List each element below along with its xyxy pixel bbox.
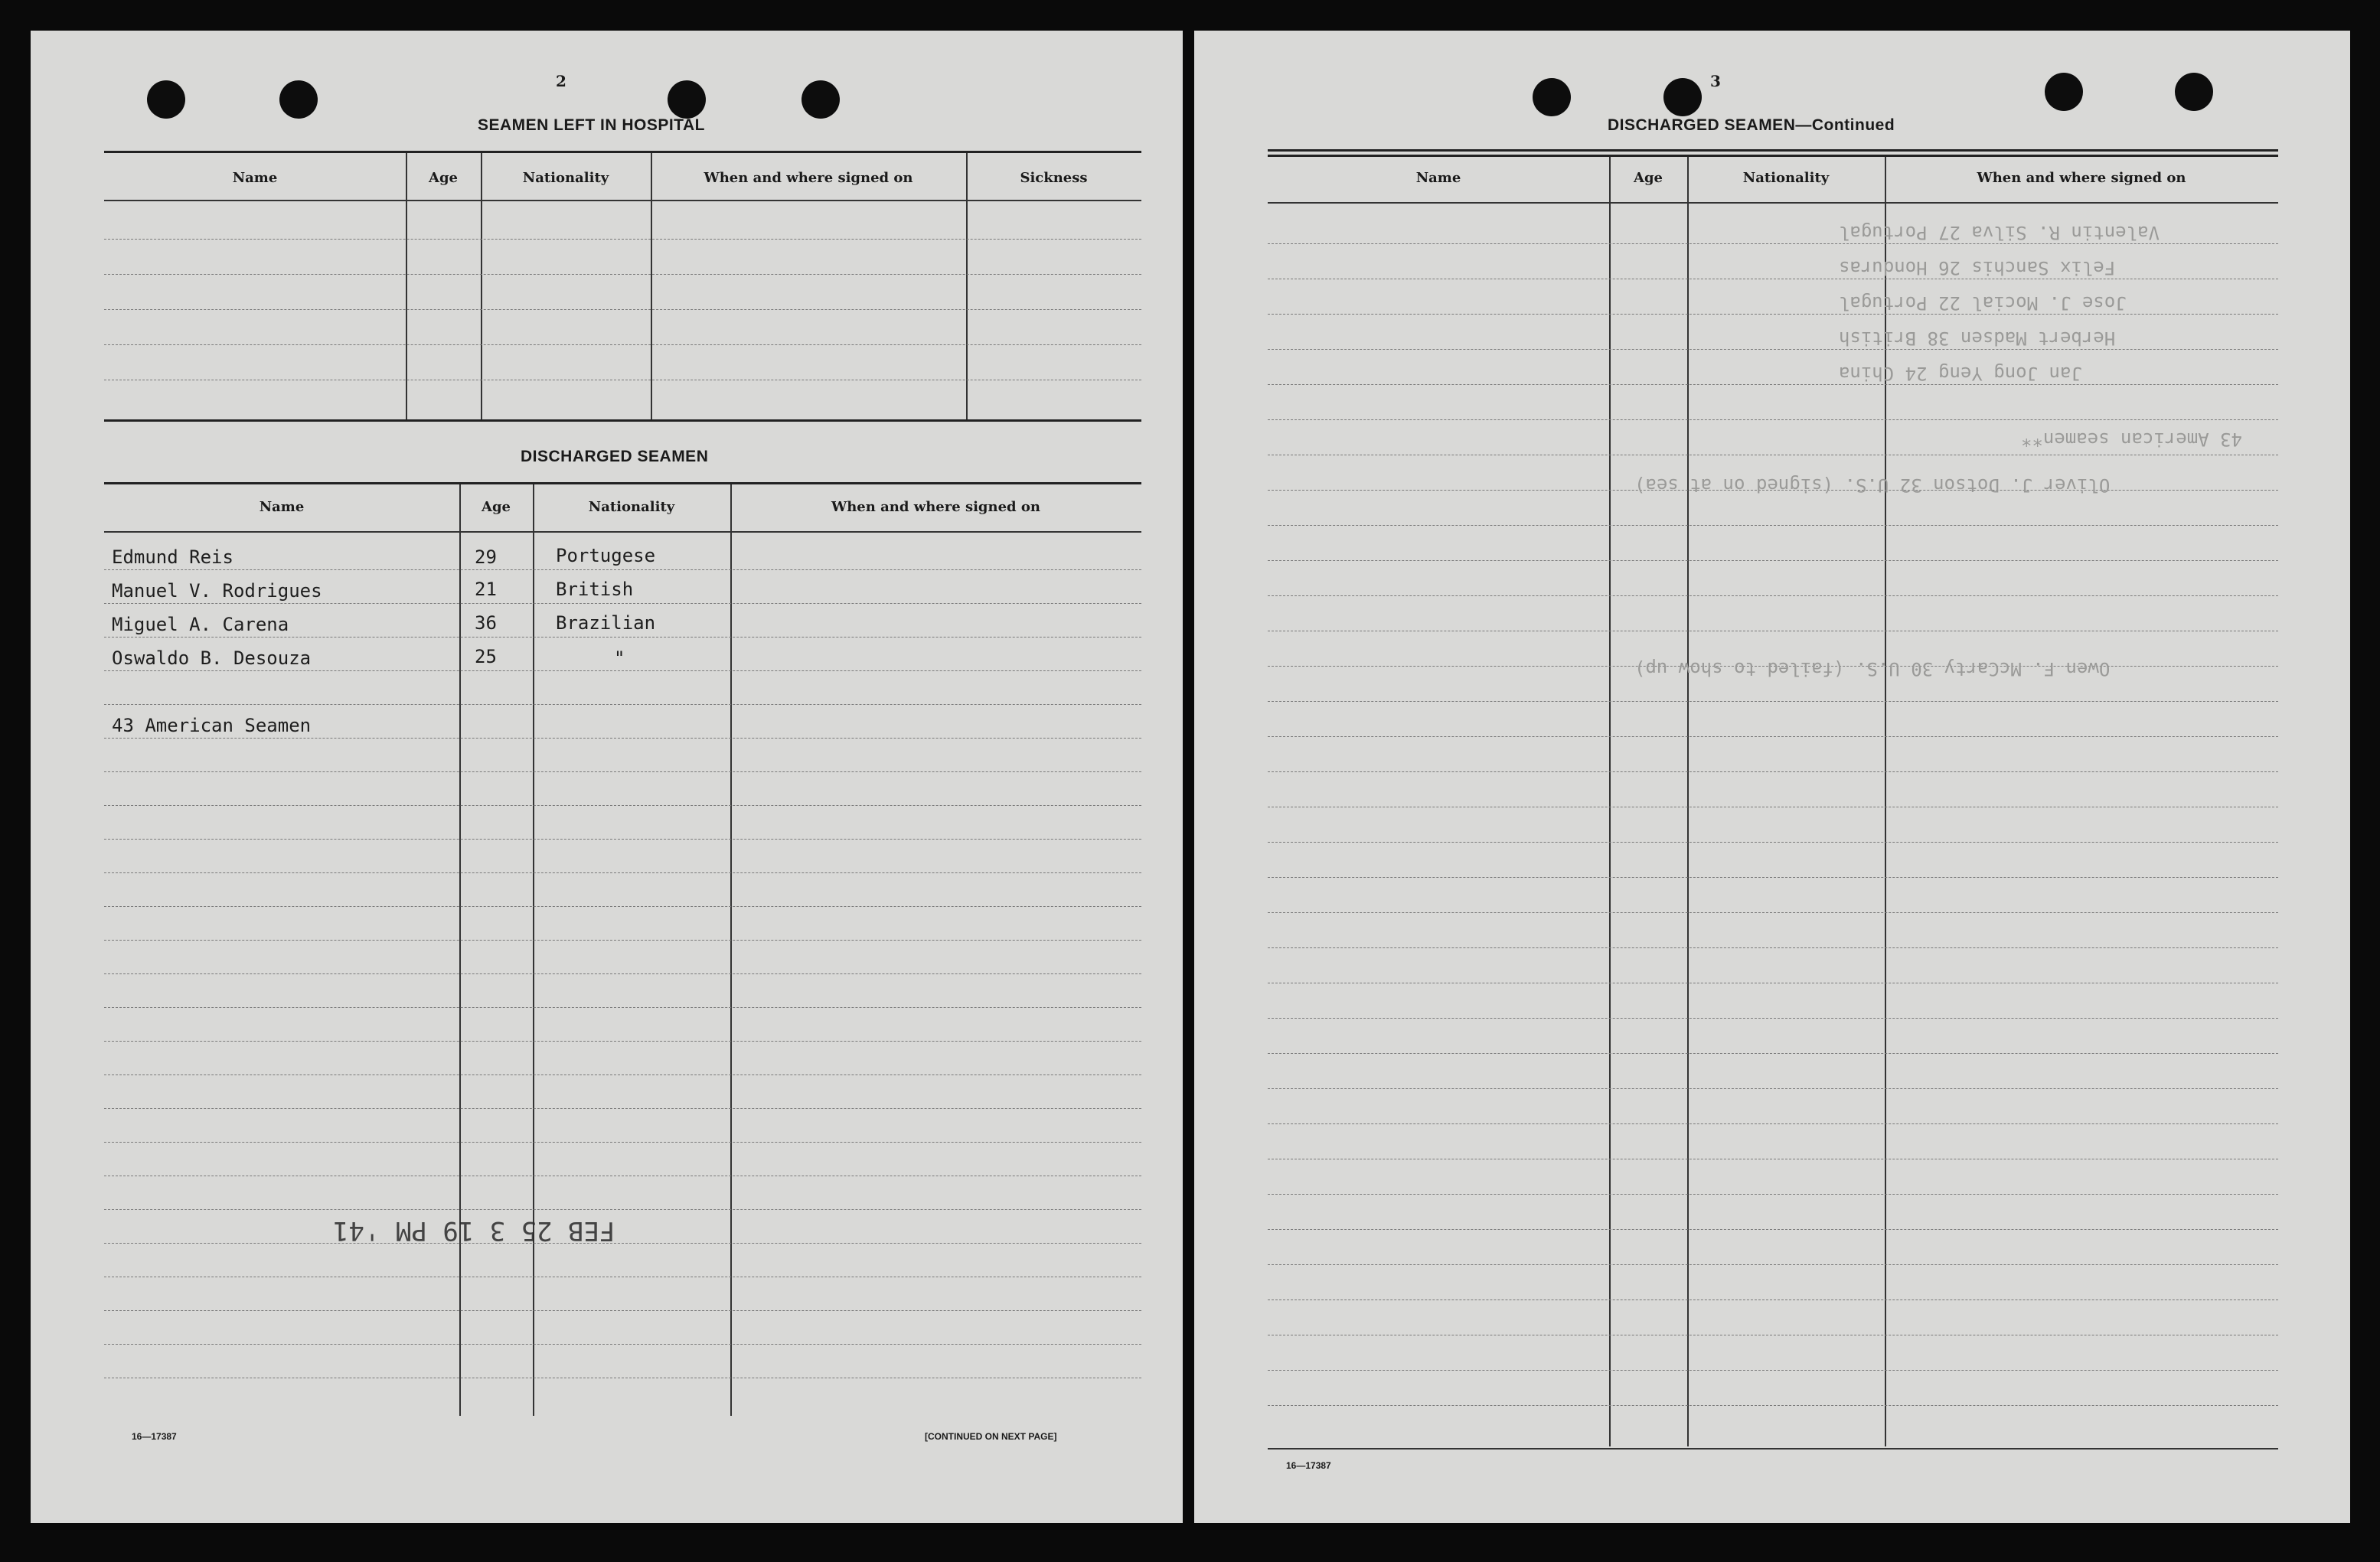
punch-hole — [279, 80, 318, 119]
form-number: 16—17387 — [1286, 1460, 1331, 1471]
ruled-line — [1268, 877, 2278, 878]
form-number: 16—17387 — [132, 1431, 177, 1442]
punch-hole — [1663, 78, 1702, 116]
ruled-line — [1268, 947, 2278, 948]
ruled-line — [104, 906, 1141, 907]
ruled-line — [104, 603, 1141, 604]
ruled-line — [104, 569, 1141, 570]
ruled-line — [1268, 1123, 2278, 1124]
ruled-line — [1268, 701, 2278, 702]
ruled-line — [1268, 560, 2278, 561]
hospital-section-title: SEAMEN LEFT IN HOSPITAL — [478, 116, 705, 134]
ruled-line — [1268, 314, 2278, 315]
ruled-line — [104, 1142, 1141, 1143]
punch-hole — [147, 80, 185, 119]
ruled-line — [104, 1041, 1141, 1042]
ruled-line — [104, 738, 1141, 739]
column-header-name: Name — [1415, 170, 1461, 186]
ruled-line — [1268, 1264, 2278, 1265]
discharged-continued-title — [1608, 116, 1895, 135]
bleed-through-line: Valentin R. Silva 27 Portugal — [1839, 222, 2160, 243]
discharged-section-title: DISCHARGED SEAMEN — [521, 448, 709, 465]
bleed-through-line: Herbert Madsen 38 British — [1839, 328, 2116, 349]
ruled-line — [1268, 1229, 2278, 1230]
ruled-line — [104, 309, 1141, 310]
ruled-line — [1268, 1299, 2278, 1300]
bleed-through-line: Owen F. McCarty 30 U.S. (failed to show up) — [1634, 658, 2111, 680]
received-stamp: FEB 25 3 19 PM '41 — [333, 1215, 615, 1246]
ruled-line — [1268, 384, 2278, 385]
title-main: DISCHARGED SEAMEN — [1608, 116, 1796, 134]
ruled-line — [104, 872, 1141, 873]
ruled-line — [104, 1310, 1141, 1311]
page-number: 2 — [556, 72, 566, 90]
ruled-line — [104, 973, 1141, 974]
seaman-name: Oswaldo B. Desouza — [112, 647, 312, 669]
table-top-rule — [1268, 149, 2278, 152]
column-divider — [1885, 157, 1886, 1446]
ruled-line — [104, 771, 1141, 772]
ruled-line — [104, 1007, 1141, 1008]
bleed-through-line: Felix Sanchis 26 Honduras — [1839, 257, 2116, 279]
ruled-line — [104, 1209, 1141, 1210]
ruled-line — [104, 670, 1141, 671]
ruled-line — [1268, 419, 2278, 420]
seaman-age: 21 — [475, 579, 497, 600]
ruled-line — [1268, 1088, 2278, 1089]
column-header-age: Age — [1633, 170, 1663, 186]
ruled-line — [104, 1074, 1141, 1075]
table-bottom-rule — [1268, 1448, 2278, 1449]
column-header-signed-on: When and where signed on — [1977, 170, 2186, 186]
header-bottom-rule — [104, 200, 1141, 201]
column-header-name: Name — [259, 499, 305, 515]
column-header-sickness: Sickness — [1020, 170, 1088, 186]
table-top-rule — [104, 151, 1141, 153]
ruled-line — [104, 839, 1141, 840]
ruled-line — [1268, 1018, 2278, 1019]
column-divider — [1609, 157, 1611, 1446]
seaman-age: 25 — [475, 646, 497, 667]
ruled-line — [1268, 1370, 2278, 1371]
ruled-line — [104, 1243, 1141, 1244]
ruled-line — [104, 239, 1141, 240]
column-header-signed-on: When and where signed on — [704, 170, 913, 186]
ruled-line — [104, 637, 1141, 638]
seaman-name: Miguel A. Carena — [112, 614, 289, 635]
punch-hole — [2175, 73, 2213, 111]
column-header-age: Age — [428, 170, 458, 186]
ruled-line — [1268, 1194, 2278, 1195]
table-top-rule — [104, 482, 1141, 484]
seaman-age: 36 — [475, 612, 497, 634]
ruled-line — [1268, 1405, 2278, 1406]
table-top-rule-2 — [1268, 155, 2278, 157]
punch-hole — [2045, 73, 2083, 111]
ruled-line — [1268, 736, 2278, 737]
seaman-nationality: Brazilian — [556, 612, 656, 634]
ruled-line — [1268, 1053, 2278, 1054]
column-header-signed-on: When and where signed on — [831, 499, 1040, 515]
table-bottom-rule — [104, 419, 1141, 422]
ruled-line — [104, 1108, 1141, 1109]
bleed-through-line: 43 American seamen** — [2021, 429, 2242, 450]
title-suffix: —Continued — [1795, 116, 1895, 134]
ruled-line — [104, 704, 1141, 705]
ruled-line — [104, 1344, 1141, 1345]
column-header-nationality: Nationality — [1742, 170, 1830, 186]
column-header-age: Age — [481, 499, 511, 515]
bleed-through-line: Oliver J. Dotson 32 U.S. (signed on at sea) — [1634, 474, 2111, 496]
header-bottom-rule — [104, 531, 1141, 533]
ruled-line — [104, 274, 1141, 275]
summary-note: 43 American Seamen — [112, 715, 312, 736]
ruled-line — [1268, 349, 2278, 350]
ruled-line — [1268, 243, 2278, 244]
ruled-line — [1268, 595, 2278, 596]
seaman-name: Edmund Reis — [112, 546, 233, 568]
column-header-nationality: Nationality — [522, 170, 609, 186]
punch-hole — [668, 80, 706, 119]
bleed-through-line: Jose J. Mocial 22 Portugal — [1839, 292, 2127, 314]
seaman-name: Manuel V. Rodrigues — [112, 580, 322, 602]
ruled-line — [1268, 912, 2278, 913]
ruled-line — [104, 805, 1141, 806]
column-header-name: Name — [232, 170, 278, 186]
right-page — [1194, 31, 2350, 1523]
continued-note: [CONTINUED ON NEXT PAGE] — [925, 1431, 1057, 1442]
ruled-line — [1268, 525, 2278, 526]
ruled-line — [104, 940, 1141, 941]
header-bottom-rule — [1268, 202, 2278, 204]
seaman-age: 29 — [475, 546, 497, 568]
seaman-nationality: " — [614, 647, 625, 669]
seaman-nationality: Portugese — [556, 545, 656, 566]
column-divider — [1687, 157, 1689, 1446]
ruled-line — [1268, 842, 2278, 843]
column-header-nationality: Nationality — [588, 499, 675, 515]
left-page — [31, 31, 1183, 1523]
seaman-nationality: British — [556, 579, 634, 600]
ruled-line — [1268, 771, 2278, 772]
punch-hole — [801, 80, 840, 119]
page-number: 3 — [1710, 72, 1721, 90]
ruled-line — [104, 344, 1141, 345]
punch-hole — [1533, 78, 1571, 116]
bleed-through-line: Jan Jong Yeng 24 China — [1839, 363, 2082, 384]
